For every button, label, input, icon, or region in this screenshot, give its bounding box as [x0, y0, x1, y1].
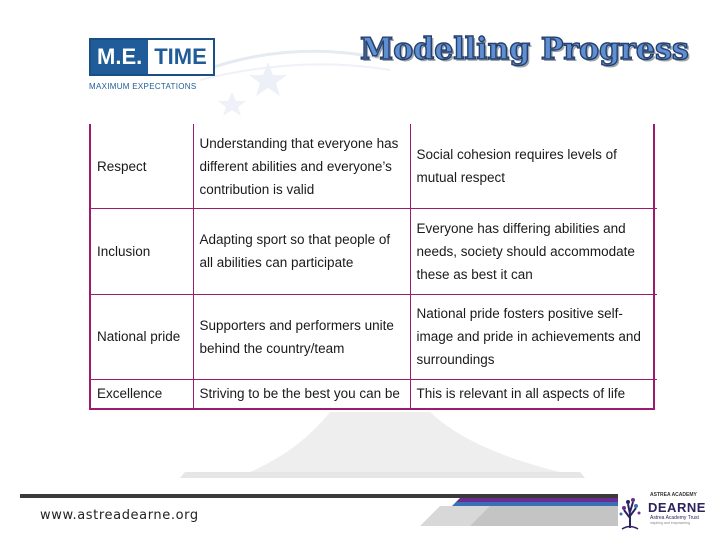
- benefit-cell: Social cohesion requires levels of mutual respect: [410, 124, 657, 209]
- example-cell: Striving to be the best you can be: [193, 379, 410, 408]
- value-cell: Respect: [91, 124, 193, 209]
- table-row: [91, 379, 657, 408]
- example-cell: Understanding that everyone has different abilities and everyone’s contribution is valid: [193, 124, 410, 209]
- logo-me-text: M.E.: [91, 40, 148, 74]
- school-trust: Astrea Academy Trust: [650, 515, 699, 521]
- value-cell: Excellence: [91, 379, 193, 408]
- table-row: [91, 124, 657, 209]
- table-row: [91, 209, 657, 294]
- benefit-cell: National pride fosters positive self-image and pride in achievements and surroundings: [410, 294, 657, 379]
- table-row: [91, 294, 657, 379]
- values-table: [89, 124, 655, 410]
- example-cell: Adapting sport so that people of all abilities can participate: [193, 209, 410, 294]
- value-cell: Inclusion: [91, 209, 193, 294]
- school-name: DEARNE: [648, 500, 706, 515]
- slide-title: Modelling Progress: [360, 32, 689, 67]
- school-tagline: inspiring and empowering: [650, 521, 690, 525]
- benefit-cell: This is relevant in all aspects of life: [410, 379, 657, 408]
- me-time-logo: [89, 38, 215, 91]
- logo-tagline: MAXIMUM EXPECTATIONS: [89, 82, 197, 91]
- logo-time-text: TIME: [148, 40, 213, 74]
- website-url[interactable]: www.astreadearne.org: [40, 508, 199, 523]
- value-cell: National pride: [91, 294, 193, 379]
- benefit-cell: Everyone has differing abilities and needs, society should accommodate these as best it can: [410, 209, 657, 294]
- school-group-name: ASTREA ACADEMY: [650, 492, 697, 498]
- example-cell: Supporters and performers unite behind the country/team: [193, 294, 410, 379]
